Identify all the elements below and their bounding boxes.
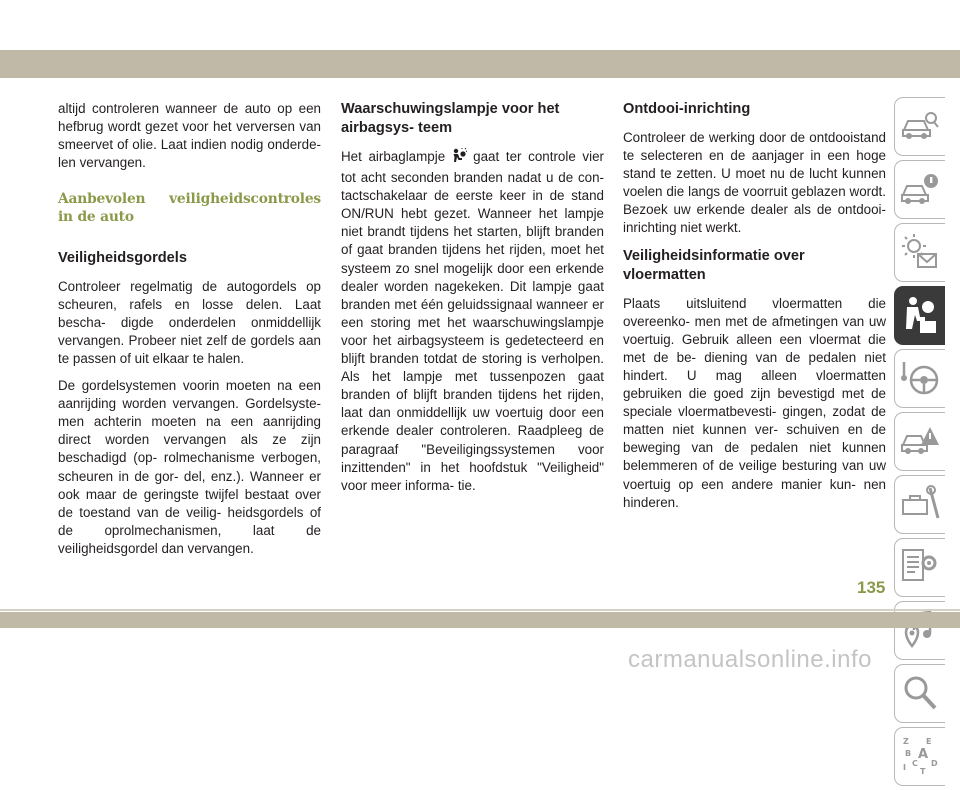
heading-seatbelts: Veiligheidsgordels <box>58 249 187 266</box>
footer-band <box>0 612 960 628</box>
index-letter: C <box>912 759 918 768</box>
tab-customer-help[interactable] <box>894 664 945 723</box>
section-title: Aanbevolen veiligheidscontroles in de auto <box>58 191 321 226</box>
paragraph: De gordelsystemen voorin moeten na een aanrijding worden vervangen. Gordelsyste- men achterin moeten na een aanrijding direct worden vervangen als ze zijn beschadigd (op- rolmechanisme verbogen, scheuren in de gor- del, enz.). Wanneer er ook maar de geringste twijfel bestaat over de toestand van de veilig- heidsgordels of de oprolmechanismen, laat de veiligheidsgordel dan vervangen. <box>58 378 321 556</box>
heading-floor-mats: Veiligheidsinformatie over vloermatten <box>623 247 805 283</box>
index-letter: B <box>905 749 912 758</box>
index-letter: T <box>920 767 926 776</box>
tab-instruments[interactable] <box>894 223 945 282</box>
column-left <box>58 100 321 567</box>
index-letter: E <box>926 737 932 746</box>
watermark: carmanualsonline.info <box>628 646 872 673</box>
index-letters-icon <box>900 736 940 776</box>
paragraph: altijd controleren wanneer de auto op een hefbrug wordt gezet voor het verversen van smeervet of olie. Laat indien nodig onderde- len vervangen. <box>58 101 321 171</box>
paragraph: Controleer de werking door de ontdooistand te selecteren en de aanjager in een hoge stand te zetten. U moet nu de lucht kunnen voelen die langs de voorruit geblazen wordt. Bezoek uw erkende dealer als de ontdooi- inrichting niet werkt. <box>623 130 886 236</box>
tab-emergency[interactable] <box>894 412 945 471</box>
index-letter: I <box>903 763 906 772</box>
chapter-tabs <box>894 97 946 790</box>
paragraph <box>341 148 604 495</box>
footer-line <box>0 609 960 611</box>
paragraph: Controleer regelmatig de autogordels op scheuren, rafels en losse delen. Laat bescha- digde onderdelen onmiddellijk vervangen. Probeer niet zelf de gordels aan te passen of uit elkaar te halen. <box>58 278 321 366</box>
light-message-icon <box>900 232 940 272</box>
tab-starting[interactable] <box>894 349 945 408</box>
heading-defrost: Ontdooi-inrichting <box>623 101 751 117</box>
magnifier-icon <box>900 673 940 713</box>
paragraph: Plaats uitsluitend vloermatten die overeenko- men met de afmetingen van uw voertuig. Gebruik alleen een vloermat die met de be- diening van de pedalen niet hindert. U mag alleen vloermatten gebruiken die goed zijn bevestigd met de speciale vloermatbevesti- gingen, zodat de matten niet kunnen ver- schuiven en de beweging van de pedalen niet kunnen belemmeren of de veilige besturing van uw voertuig op een andere manier kun- nen hinderen. <box>623 295 886 510</box>
airbag-warning-icon <box>451 148 467 169</box>
car-warning-icon <box>900 421 940 461</box>
tab-specifications[interactable] <box>894 538 945 597</box>
heading-airbag-warning: Waarschuwingslampje voor het airbagsys- teem <box>341 101 560 136</box>
column-right <box>623 100 886 521</box>
steering-wheel-icon <box>900 358 940 398</box>
header-band <box>0 50 960 78</box>
text-after-icon: gaat ter controle vier tot acht seconden branden nadat u de con- tactschakelaar de eerste keer in de stand ON/RUN hebt gezet. Wanneer het lampje niet brandt tijdens het starten, blijft branden of gaat branden tijdens het rijden, moet het systeem zo snel mogelijk door een erkende dealer worden nagekeken. Dit lampje gaat branden met één geluidssignaal wanneer er een storing met het waarschuwingslampje voor het airbagsysteem is gedetecteerd en blijft branden totdat de storing is verholpen. Als het lampje met tussenpozen gaat branden of blijft branden tijdens het rijden, laat dan onmiddellijk uw voertuig door een erkende dealer controleren. Raadpleeg de paragraaf "Beveiligingssystemen voor inzittenden" in het hoofdstuk "Veiligheid" voor meer informa- tie. <box>341 149 604 493</box>
tab-index[interactable] <box>894 727 945 786</box>
document-gear-icon <box>900 547 940 587</box>
car-info-icon <box>900 169 940 209</box>
text-before-icon: Het airbaglampje <box>341 149 446 164</box>
tools-icon <box>900 484 940 524</box>
index-letter: D <box>931 759 938 768</box>
tab-safety[interactable] <box>894 286 945 345</box>
index-letter: A <box>918 747 929 762</box>
tab-vehicle[interactable] <box>894 97 945 156</box>
page-number: 135 <box>857 578 886 597</box>
car-search-icon <box>900 106 940 146</box>
tab-service[interactable] <box>894 475 945 534</box>
tab-warnings[interactable] <box>894 160 945 219</box>
column-middle <box>341 100 604 504</box>
safety-icon <box>900 295 940 335</box>
index-letter: Z <box>903 737 909 746</box>
